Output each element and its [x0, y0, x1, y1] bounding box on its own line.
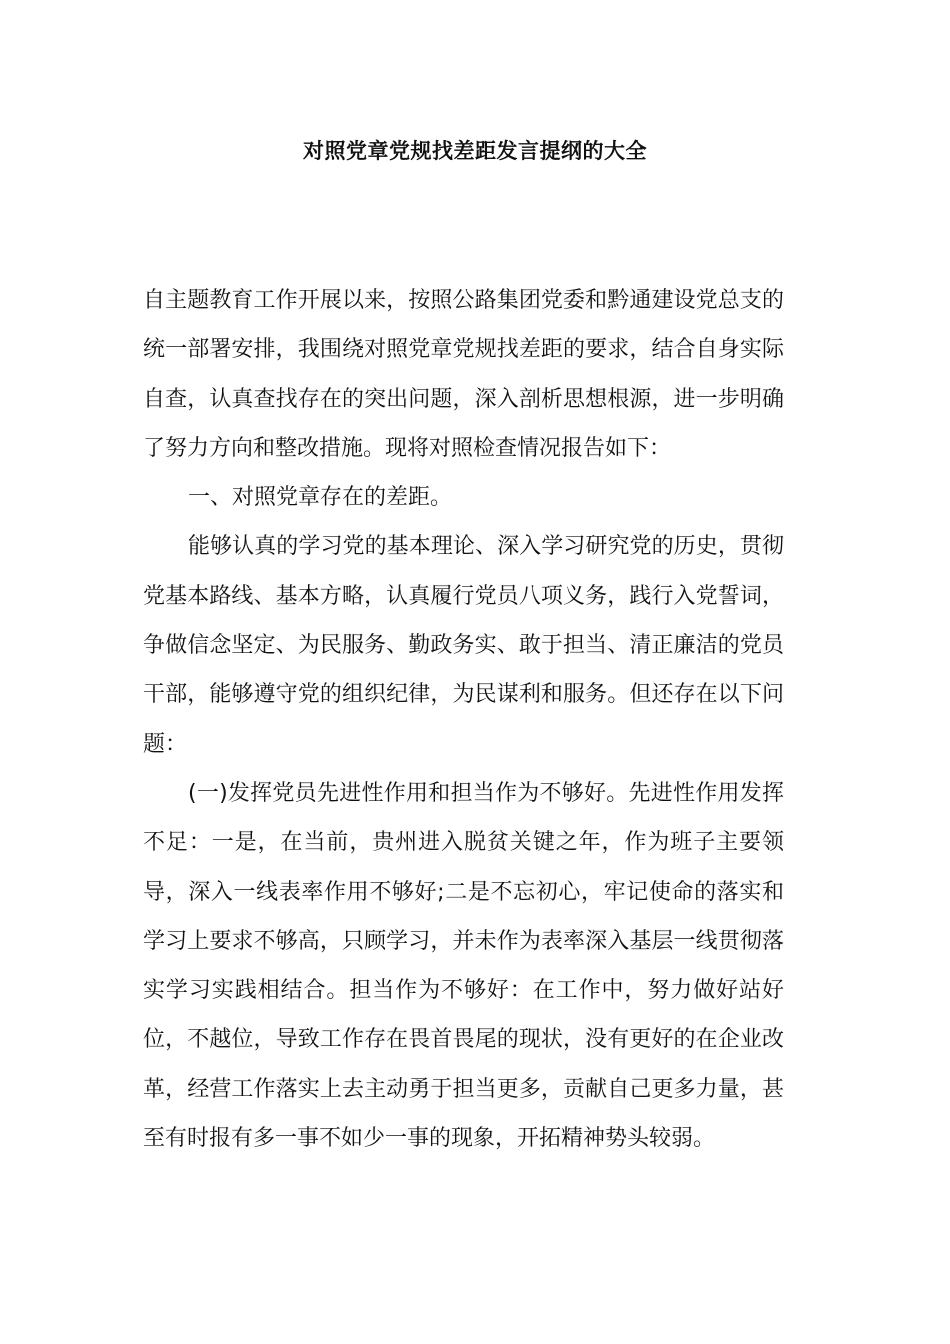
document-body [143, 276, 784, 1163]
body-paragraph: 能够认真的学习党的基本理论、深入学习研究党的历史，贯彻党基本路线、基本方略，认真履行党员八项义务，践行入党誓词，争做信念坚定、为民服务、勤政务实、敢于担当、清正廉洁的党员干部，能够遵守党的组织纪律，为民谋利和服务。但还存在以下问题： [143, 534, 784, 757]
body-paragraph: (一)发挥党员先进性作用和担当作为不够好。先进性作用发挥不足：一是，在当前，贵州进入脱贫关键之年，作为班子主要领导，深入一线表率作用不够好;二是不忘初心，牢记使命的落实和学习上要求不够高，只顾学习，并未作为表率深入基层一线贯彻落实学习实践相结合。担当作为不够好：在工作中，努力做好站好位，不越位，导致工作存在畏首畏尾的现状，没有更好的在企业改革，经营工作落实上去主动勇于担当更多，贡献自己更多力量，甚至有时报有多一事不如少一事的现象，开拓精神势头较弱。 [143, 780, 784, 1152]
section-heading: 一、对照党章存在的差距。 [188, 485, 453, 511]
document-title: 对照党章党规找差距发言提纲的大全 [303, 139, 647, 163]
intro-paragraph: 自主题教育工作开展以来，按照公路集团党委和黔通建设党总支的统一部署安排，我围绕对照党章党规找差距的要求，结合自身实际自查，认真查找存在的突出问题，深入剖析思想根源，进一步明确了努力方向和整改措施。现将对照检查情况报告如下： [143, 288, 784, 461]
